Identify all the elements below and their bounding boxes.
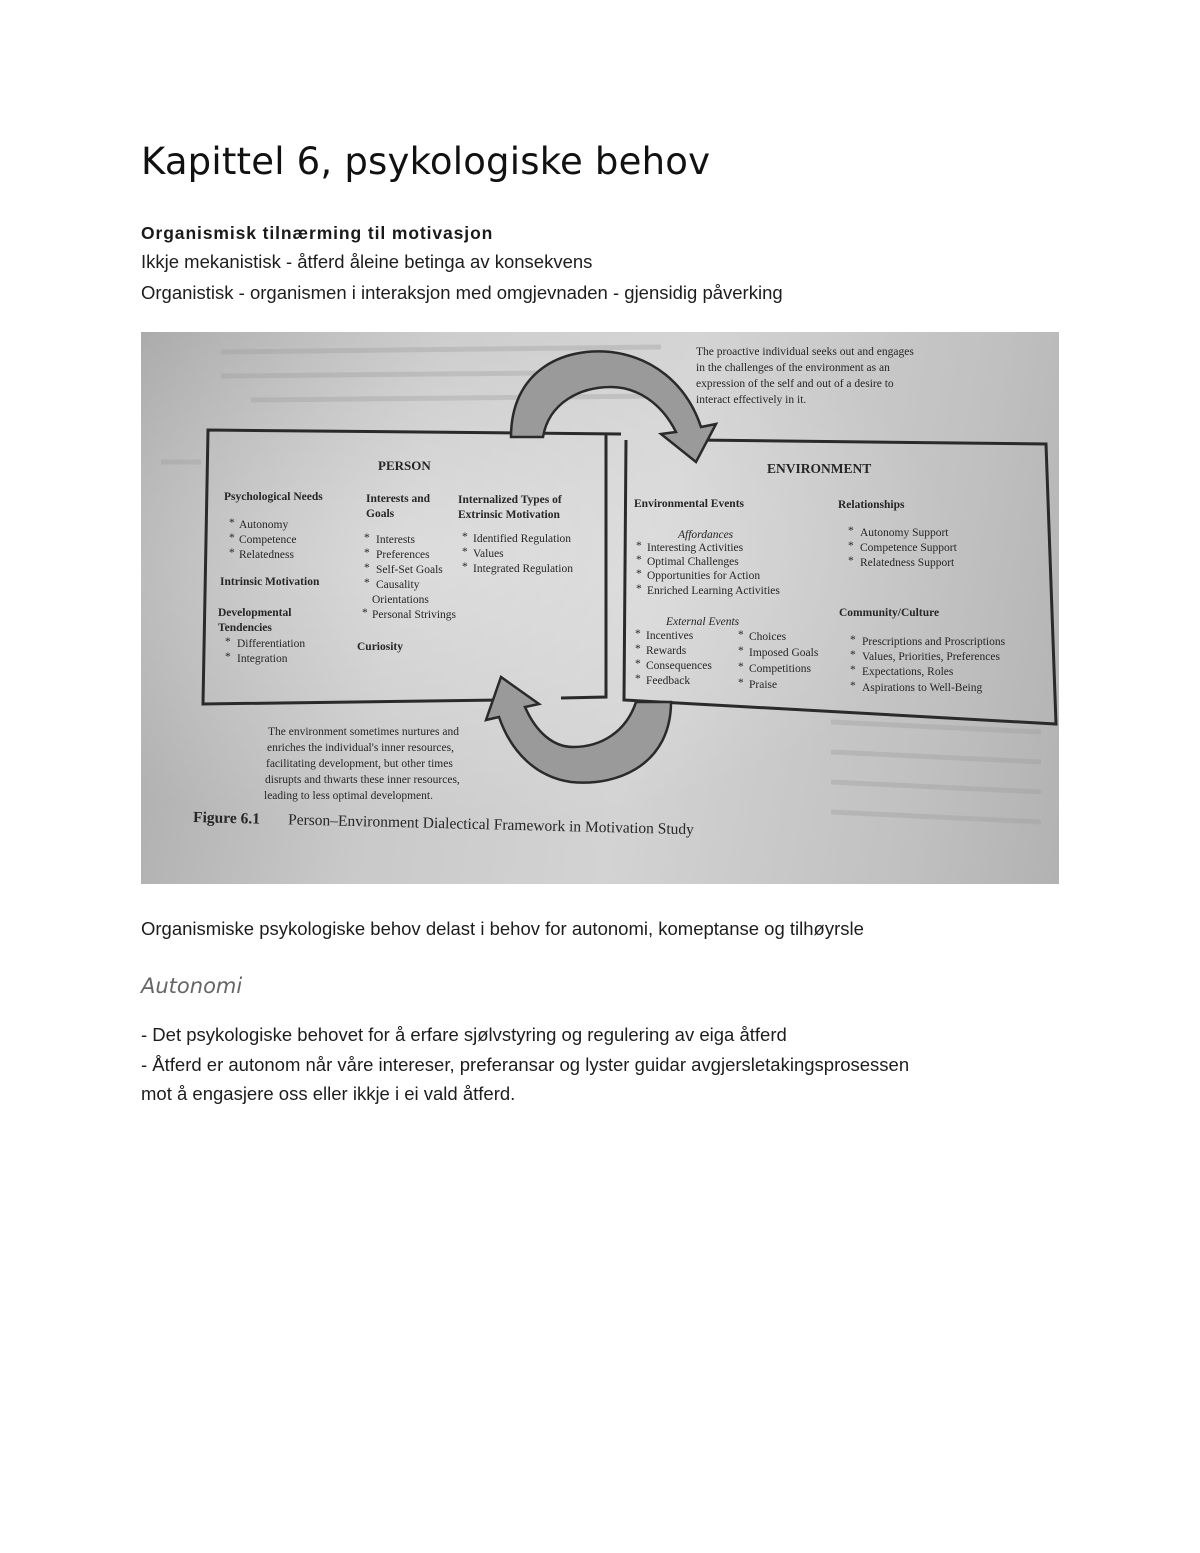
relationship-item: Autonomy Support <box>860 527 949 539</box>
top-caption-line: The proactive individual seeks out and engages <box>696 346 914 358</box>
section-heading: Autonomi <box>141 974 243 998</box>
interests-group <box>357 493 457 653</box>
internalized-item: Identified Regulation <box>473 533 572 545</box>
psych-need-item: Competence <box>239 534 297 546</box>
developmental-bullet: * <box>225 651 231 663</box>
page-title: Kapittel 6, psykologiske behov <box>141 140 711 183</box>
internalized-bullet: * <box>462 561 468 573</box>
bottom-caption-line: facilitating development, but other times <box>266 758 453 770</box>
relationship-bullet: * <box>848 525 854 537</box>
affordance-item: Opportunities for Action <box>647 570 761 582</box>
env-events-group <box>634 498 819 691</box>
interests-item: Orientations <box>372 594 429 606</box>
community-bullet: * <box>850 634 856 646</box>
intro-heading: Organismisk tilnærming til motivasjon <box>141 223 494 243</box>
internalized-group <box>458 494 573 575</box>
community-item: Aspirations to Well-Being <box>862 682 983 694</box>
bottom-arrow-icon <box>486 677 671 783</box>
bullet-line: mot å engasjere oss eller ikkje i ei vald åtferd. <box>141 1083 516 1104</box>
intrinsic-motivation-heading: Intrinsic Motivation <box>220 576 320 588</box>
top-caption-line: expression of the self and out of a desire to <box>696 378 894 390</box>
community-bullet: * <box>850 680 856 692</box>
affordance-item: Optimal Challenges <box>647 556 739 568</box>
interests-bullet: * <box>364 577 370 589</box>
interests-heading: Goals <box>366 508 395 520</box>
external-events-label: External Events <box>666 616 740 628</box>
top-arrow-icon <box>511 351 716 462</box>
interests-item: Personal Strivings <box>372 609 457 621</box>
internalized-item: Integrated Regulation <box>473 563 573 575</box>
relationship-bullet: * <box>848 540 854 552</box>
external-bullet: * <box>635 628 641 640</box>
external-event-item: Choices <box>749 631 787 643</box>
psych-need-item: Relatedness <box>239 549 294 561</box>
interests-item: Interests <box>376 534 415 546</box>
affordance-bullet: * <box>636 540 642 552</box>
external-bullet: * <box>635 643 641 655</box>
interests-item: Self-Set Goals <box>376 564 443 576</box>
figure-diagram <box>141 332 1059 884</box>
intro-line: Organistisk - organismen i interaksjon med omgjevnaden - gjensidig påverking <box>141 282 783 303</box>
figure-photo <box>141 332 1059 884</box>
external-event-item: Consequences <box>646 660 712 672</box>
external-event-item: Feedback <box>646 675 691 687</box>
bullet-line: - Det psykologiske behovet for å erfare sjølvstyring og regulering av eiga åtferd <box>141 1024 787 1045</box>
affordance-item: Enriched Learning Activities <box>647 585 780 597</box>
top-caption-line: interact effectively in it. <box>696 394 807 406</box>
relationships-heading: Relationships <box>838 499 905 511</box>
intro-line: Ikkje mekanistisk - åtferd åleine betinga av konsekvens <box>141 251 593 272</box>
external-bullet: * <box>635 658 641 670</box>
bottom-caption-line: The environment sometimes nurtures and <box>268 726 459 738</box>
internalized-item: Values <box>473 548 504 560</box>
psych-needs-heading: Psychological Needs <box>224 491 323 503</box>
person-title: PERSON <box>378 458 431 473</box>
developmental-bullet: * <box>225 636 231 648</box>
affordances-label: Affordances <box>678 529 734 541</box>
env-events-heading: Environmental Events <box>634 498 745 510</box>
relationship-bullet: * <box>848 555 854 567</box>
community-heading: Community/Culture <box>839 607 940 619</box>
external-bullet: * <box>738 661 744 673</box>
environment-title: ENVIRONMENT <box>767 461 872 476</box>
relationship-item: Competence Support <box>860 542 957 554</box>
developmental-heading: Tendencies <box>218 622 272 634</box>
external-event-item: Rewards <box>646 645 687 657</box>
interests-bullet: * <box>364 547 370 559</box>
internalized-heading: Internalized Types of <box>458 494 562 506</box>
community-item: Expectations, Roles <box>862 666 954 678</box>
external-bullet: * <box>738 645 744 657</box>
interests-item: Causality <box>376 579 420 591</box>
external-bullet: * <box>738 629 744 641</box>
external-bullet: * <box>635 673 641 685</box>
internalized-bullet: * <box>462 531 468 543</box>
affordance-bullet: * <box>636 583 642 595</box>
relationships-group <box>838 499 958 569</box>
external-event-item: Praise <box>749 679 778 691</box>
psych-need-bullet: * <box>229 517 235 529</box>
interests-bullet: * <box>364 532 370 544</box>
affordance-bullet: * <box>636 568 642 580</box>
figure-label: Figure 6.1 <box>192 809 261 828</box>
community-bullet: * <box>850 664 856 676</box>
bullet-line: - Åtferd er autonom når våre intereser, preferansar og lyster guidar avgjersletakingsprosessen <box>141 1053 910 1075</box>
interests-bullet: * <box>364 562 370 574</box>
internalized-bullet: * <box>462 546 468 558</box>
psych-needs-group <box>218 491 323 665</box>
community-group <box>839 607 1006 694</box>
top-caption-line: in the challenges of the environment as an <box>696 362 890 374</box>
psych-need-bullet: * <box>229 547 235 559</box>
psych-need-bullet: * <box>229 532 235 544</box>
figure-caption <box>193 809 694 838</box>
bullet-list <box>141 1020 1101 1109</box>
external-event-item: Competitions <box>749 663 811 675</box>
interests-bullet: * <box>362 607 368 619</box>
affordance-item: Interesting Activities <box>647 542 744 554</box>
interests-heading: Interests and <box>366 493 431 505</box>
developmental-item: Integration <box>237 653 288 665</box>
bottom-caption-line: leading to less optimal development. <box>264 790 433 802</box>
psych-need-item: Autonomy <box>239 519 289 531</box>
internalized-heading: Extrinsic Motivation <box>458 509 560 521</box>
external-bullet: * <box>738 677 744 689</box>
community-item: Prescriptions and Proscriptions <box>862 636 1006 648</box>
bottom-caption <box>264 726 460 802</box>
top-caption <box>696 346 914 406</box>
external-event-item: Incentives <box>646 630 694 642</box>
external-event-item: Imposed Goals <box>749 647 819 659</box>
bottom-caption-line: enriches the individual's inner resources, <box>267 742 454 754</box>
relationship-item: Relatedness Support <box>860 557 955 569</box>
figure-caption-text: Person–Environment Dialectical Framework in Motivation Study <box>287 811 695 839</box>
intro-block <box>141 220 1101 308</box>
community-bullet: * <box>850 649 856 661</box>
community-item: Values, Priorities, Preferences <box>862 651 1000 663</box>
bottom-caption-line: disrupts and thwarts these inner resources, <box>265 774 460 786</box>
affordance-bullet: * <box>636 554 642 566</box>
curiosity-heading: Curiosity <box>357 641 403 653</box>
developmental-item: Differentiation <box>237 638 306 650</box>
summary-text: Organismiske psykologiske behov delast i behov for autonomi, komeptanse og tilhøyrsle <box>141 918 864 939</box>
interests-item: Preferences <box>376 549 430 561</box>
developmental-heading: Developmental <box>218 607 292 619</box>
